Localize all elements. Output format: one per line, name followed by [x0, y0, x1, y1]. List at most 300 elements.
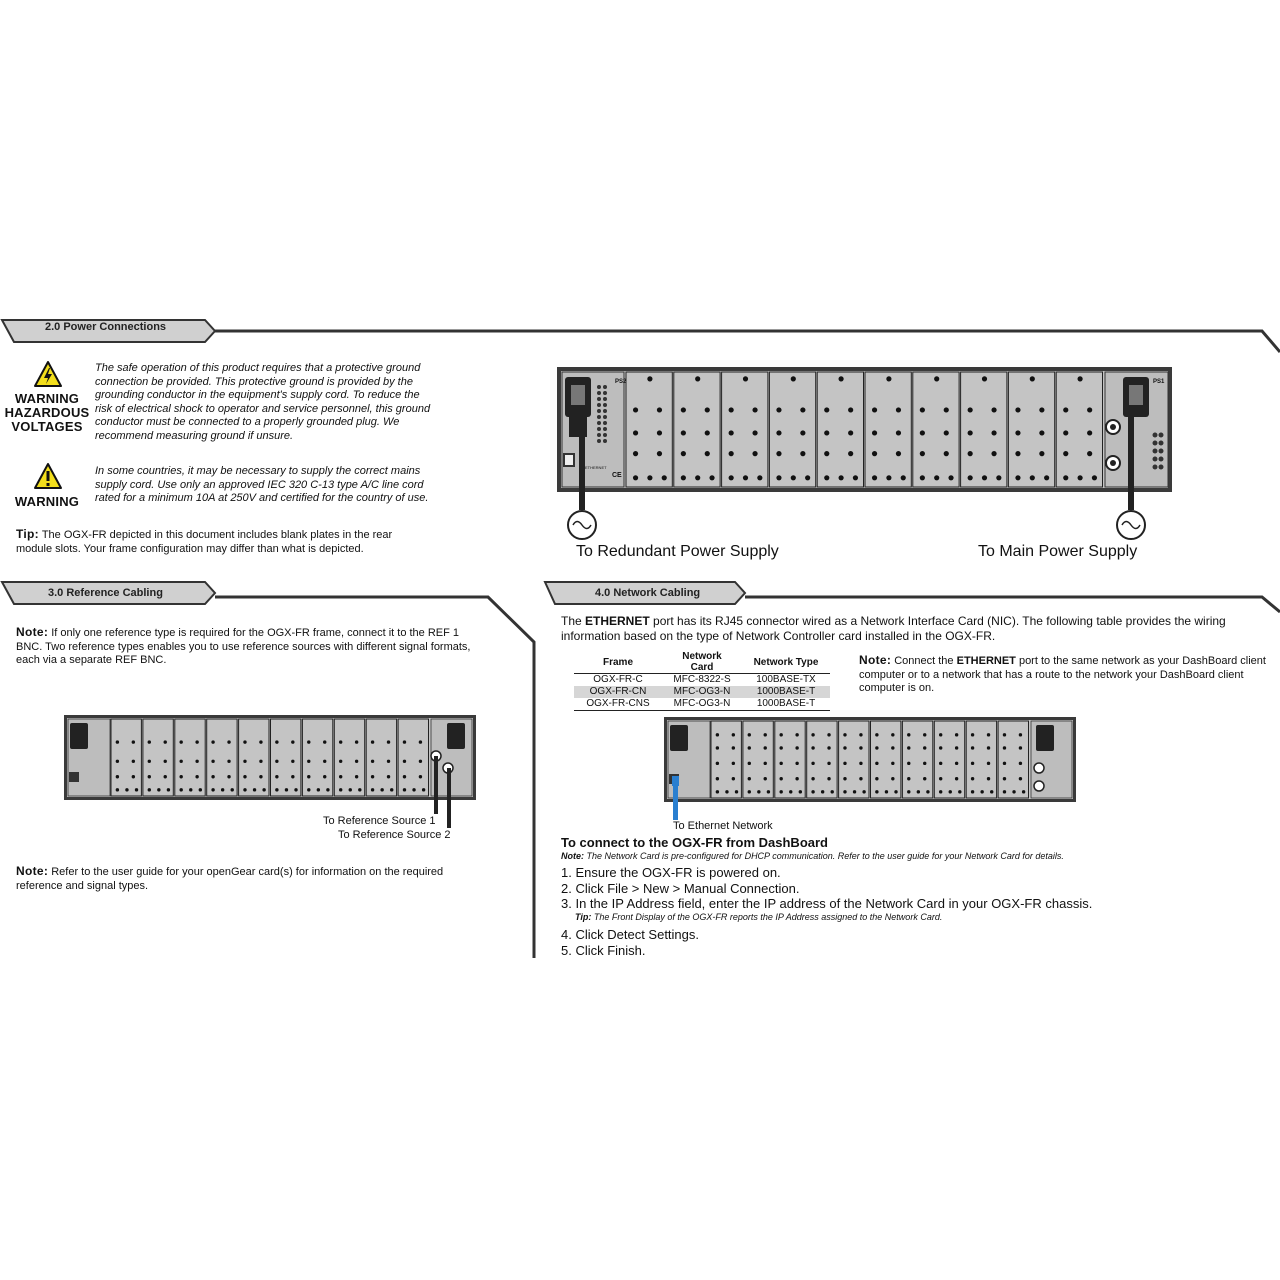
slot-screw-hole: [748, 777, 751, 780]
slot-screw-hole: [419, 775, 422, 778]
slot-screw-hole: [955, 777, 958, 780]
list-item: 3. In the IP Address field, enter the IP address of the Network Card in your OGX-FR chassis.: [561, 896, 1093, 911]
slot-screw-hole: [811, 746, 814, 749]
slot-screw-hole: [795, 777, 798, 780]
slot-screw-hole: [920, 451, 925, 456]
slot-screw-hole: [886, 475, 891, 480]
slot-screw-hole: [1030, 475, 1035, 480]
slot-screw-hole: [757, 475, 762, 480]
slot-screw-hole: [179, 775, 182, 778]
slot-screw-hole: [339, 740, 342, 743]
slot-screw-hole: [387, 740, 390, 743]
slot-screw-hole: [949, 790, 952, 793]
slot-screw-hole: [971, 746, 974, 749]
module-slot: [626, 372, 672, 487]
slot-screw-hole: [116, 740, 119, 743]
slot-screw-hole: [752, 407, 757, 412]
slot-screw-hole: [1039, 451, 1044, 456]
slot-screw-hole: [291, 760, 294, 763]
slot-screw-hole: [811, 777, 814, 780]
slot-screw-hole: [135, 788, 138, 791]
slot-screw-hole: [132, 740, 135, 743]
slot-screw-hole: [779, 777, 782, 780]
slot-screw-hole: [891, 762, 894, 765]
table-row: OGX-FR-CN MFC-OG3-N 1000BASE-T: [574, 686, 830, 698]
slot-screw-hole: [355, 760, 358, 763]
slot-screw-hole: [767, 790, 770, 793]
module-slot: [934, 721, 964, 798]
slot-screw-hole: [839, 376, 844, 381]
slot-screw-hole: [862, 790, 865, 793]
slot-screw-hole: [827, 762, 830, 765]
slot-screw-hole: [148, 740, 151, 743]
slot-screw-hole: [243, 740, 246, 743]
module-slot: [743, 721, 773, 798]
slot-screw-hole: [764, 762, 767, 765]
slot-screw-hole: [732, 746, 735, 749]
slot-screw-hole: [872, 475, 877, 480]
slot-screw-hole: [403, 788, 406, 791]
slot-screw-hole: [633, 451, 638, 456]
slot-screw-hole: [291, 775, 294, 778]
slot-screw-hole: [800, 430, 805, 435]
slot-screw-hole: [716, 790, 719, 793]
slot-screw-hole: [853, 475, 858, 480]
slot-screw-hole: [907, 733, 910, 736]
slot-screw-hole: [1003, 733, 1006, 736]
slot-screw-hole: [779, 746, 782, 749]
slot-screw-hole: [285, 788, 288, 791]
slot-screw-hole: [987, 777, 990, 780]
network-frame-diagram: [663, 716, 1078, 821]
caption-redundant-power: To Redundant Power Supply: [576, 543, 779, 560]
slot-screw-hole: [275, 740, 278, 743]
slot-screw-hole: [991, 407, 996, 412]
slot-screw-hole: [199, 788, 202, 791]
network-note: Note: Connect the ETHERNET port to the same network as your DashBoard client computer or to a network that has a route to the network your DashBoard client computer is on.: [859, 653, 1266, 695]
slot-screw-hole: [1030, 376, 1035, 381]
svg-text:PS1: PS1: [1153, 379, 1165, 385]
slot-screw-hole: [848, 407, 853, 412]
slot-screw-hole: [1003, 762, 1006, 765]
slot-screw-hole: [231, 788, 234, 791]
slot-screw-hole: [387, 760, 390, 763]
slot-screw-hole: [1078, 475, 1083, 480]
slot-screw-hole: [776, 407, 781, 412]
module-slot: [817, 372, 863, 487]
slot-screw-hole: [824, 407, 829, 412]
list-item: 1. Ensure the OGX-FR is powered on.: [561, 865, 781, 880]
slot-screw-hole: [164, 740, 167, 743]
slot-screw-hole: [729, 475, 734, 480]
slot-screw-hole: [923, 733, 926, 736]
list-item: 4. Click Detect Settings.: [561, 927, 699, 942]
slot-screw-hole: [716, 746, 719, 749]
slot-screw-hole: [179, 740, 182, 743]
module-slot: [807, 721, 837, 798]
slot-screw-hole: [968, 475, 973, 480]
slot-screw-hole: [695, 376, 700, 381]
slot-screw-hole: [1087, 407, 1092, 412]
slot-screw-hole: [752, 451, 757, 456]
slot-screw-hole: [633, 430, 638, 435]
slot-screw-hole: [839, 475, 844, 480]
table-row: OGX-FR-C MFC-8322-S 100BASE-TX: [593, 674, 816, 685]
slot-screw-hole: [148, 775, 151, 778]
slot-screw-hole: [789, 790, 792, 793]
slot-screw-hole: [920, 407, 925, 412]
module-slot: [111, 719, 141, 796]
slot-screw-hole: [647, 475, 652, 480]
slot-screw-hole: [227, 775, 230, 778]
slot-screw-hole: [1092, 475, 1097, 480]
slot-screw-hole: [735, 790, 738, 793]
slot-screw-hole: [779, 733, 782, 736]
slot-screw-hole: [243, 775, 246, 778]
slot-screw-hole: [907, 790, 910, 793]
slot-screw-hole: [958, 790, 961, 793]
slot-screw-hole: [419, 740, 422, 743]
slot-screw-hole: [795, 762, 798, 765]
slot-screw-hole: [764, 746, 767, 749]
slot-screw-hole: [971, 733, 974, 736]
slot-screw-hole: [987, 746, 990, 749]
slot-screw-hole: [275, 788, 278, 791]
slot-screw-hole: [167, 788, 170, 791]
caption-ref-source-1: To Reference Source 1: [323, 815, 436, 827]
slot-screw-hole: [821, 790, 824, 793]
slot-screw-hole: [681, 475, 686, 480]
slot-screw-hole: [907, 777, 910, 780]
slot-screw-hole: [262, 788, 265, 791]
slot-screw-hole: [1022, 790, 1025, 793]
module-slot: [239, 719, 269, 796]
module-slot: [175, 719, 205, 796]
slot-screw-hole: [827, 777, 830, 780]
caption-main-power: To Main Power Supply: [978, 543, 1138, 560]
slot-screw-hole: [657, 451, 662, 456]
slot-screw-hole: [1003, 777, 1006, 780]
slot-screw-hole: [859, 746, 862, 749]
slot-screw-hole: [657, 430, 662, 435]
slot-screw-hole: [968, 430, 973, 435]
svg-text:CE: CE: [612, 472, 622, 479]
power-frame-diagram: [555, 365, 1175, 545]
slot-screw-hole: [886, 376, 891, 381]
slot-screw-hole: [875, 762, 878, 765]
warning-text-hazardous: The safe operation of this product requires that a protective ground connection be provided. This protective ground is provided by the grounding conductor in the equipment's supply cord. To reduce the risk of electrical shock to operator and service personnel, this ground conductor must be connected to a properly grounded plug. We recommend measuring ground if unsure.: [95, 362, 431, 442]
slot-screw-hole: [875, 777, 878, 780]
slot-screw-hole: [944, 430, 949, 435]
slot-screw-hole: [896, 430, 901, 435]
slot-screw-hole: [811, 762, 814, 765]
slot-screw-hole: [732, 762, 735, 765]
slot-screw-hole: [875, 790, 878, 793]
slot-screw-hole: [757, 790, 760, 793]
slot-screw-hole: [891, 733, 894, 736]
slot-screw-hole: [764, 733, 767, 736]
slot-screw-hole: [955, 762, 958, 765]
slot-screw-hole: [681, 430, 686, 435]
slot-screw-hole: [1019, 777, 1022, 780]
slot-screw-hole: [824, 430, 829, 435]
warning-text-general: In some countries, it may be necessary to supply the correct mains supply cord. Use only an approved IEC 320 C-13 type A/C line cord rated for a minimum 10A at 250V and certified for the country of use.: [95, 465, 429, 505]
slot-screw-hole: [221, 788, 224, 791]
slot-screw-hole: [729, 407, 734, 412]
slot-screw-hole: [901, 475, 906, 480]
slot-screw-hole: [349, 788, 352, 791]
slot-screw-hole: [891, 777, 894, 780]
slot-screw-hole: [896, 407, 901, 412]
slot-screw-hole: [743, 376, 748, 381]
slot-screw-hole: [752, 430, 757, 435]
slot-screw-hole: [934, 376, 939, 381]
svg-text:ETHERNET: ETHERNET: [585, 465, 607, 470]
slot-screw-hole: [859, 777, 862, 780]
slot-screw-hole: [275, 775, 278, 778]
slot-screw-hole: [729, 430, 734, 435]
slot-screw-hole: [991, 451, 996, 456]
slot-screw-hole: [116, 788, 119, 791]
module-slot: [722, 372, 768, 487]
slot-screw-hole: [633, 475, 638, 480]
slot-screw-hole: [387, 775, 390, 778]
slot-screw-hole: [716, 733, 719, 736]
slot-screw-hole: [779, 762, 782, 765]
slot-screw-hole: [259, 740, 262, 743]
slot-screw-hole: [859, 733, 862, 736]
slot-screw-hole: [896, 451, 901, 456]
slot-screw-hole: [934, 475, 939, 480]
slot-screw-hole: [1063, 451, 1068, 456]
power-tip: Tip: The OGX-FR depicted in this document includes blank plates in the rear module slots. Your frame configuration may differ than what is depicted.: [16, 527, 393, 555]
slot-screw-hole: [980, 790, 983, 793]
slot-screw-hole: [872, 451, 877, 456]
slot-screw-hole: [939, 762, 942, 765]
slot-screw-hole: [805, 475, 810, 480]
network-intro: The ETHERNET port has its RJ45 connector wired as a Network Interface Card (NIC). The following table provides the wiring information based on the type of Network Controller card installed in the OGX-FR.: [561, 614, 1226, 643]
slot-screw-hole: [179, 788, 182, 791]
slot-screw-hole: [907, 762, 910, 765]
slot-screw-hole: [859, 762, 862, 765]
module-slot: [902, 721, 932, 798]
slot-screw-hole: [843, 733, 846, 736]
slot-screw-hole: [968, 451, 973, 456]
slot-screw-hole: [705, 451, 710, 456]
slot-screw-hole: [955, 733, 958, 736]
slot-screw-hole: [1003, 790, 1006, 793]
slot-screw-hole: [371, 775, 374, 778]
network-table-wrap: [574, 651, 830, 711]
slot-screw-hole: [987, 762, 990, 765]
module-slot: [1008, 372, 1054, 487]
slot-screw-hole: [326, 788, 329, 791]
slot-screw-hole: [971, 777, 974, 780]
slot-screw-hole: [307, 760, 310, 763]
slot-screw-hole: [211, 775, 214, 778]
slot-screw-hole: [996, 475, 1001, 480]
module-slot: [207, 719, 237, 796]
slot-screw-hole: [791, 475, 796, 480]
slot-screw-hole: [944, 451, 949, 456]
slot-screw-hole: [412, 788, 415, 791]
slot-screw-hole: [799, 790, 802, 793]
slot-screw-hole: [227, 760, 230, 763]
connect-note: Note: The Network Card is pre-configured for DHCP communication. Refer to the user guide for your Network Card for details.: [561, 851, 1064, 861]
slot-screw-hole: [776, 430, 781, 435]
slot-screw-hole: [725, 790, 728, 793]
warning-label-general: WARNING: [14, 494, 80, 509]
slot-screw-hole: [1039, 407, 1044, 412]
slot-screw-hole: [1003, 746, 1006, 749]
slot-screw-hole: [1063, 407, 1068, 412]
slot-screw-hole: [132, 775, 135, 778]
section-title-network: 4.0 Network Cabling: [595, 587, 701, 599]
table-row: OGX-FR-CNS MFC-OG3-N 1000BASE-T: [574, 698, 830, 711]
reference-note: Note: If only one reference type is required for the OGX-FR frame, connect it to the REF 1 BNC. Two reference types enables you to use reference sources with different signal formats, each via a separate REF BNC.: [16, 625, 471, 667]
slot-screw-hole: [681, 451, 686, 456]
slot-screw-hole: [853, 790, 856, 793]
slot-screw-hole: [179, 760, 182, 763]
section-title-reference: 3.0 Reference Cabling: [48, 587, 163, 599]
slot-screw-hole: [1015, 475, 1020, 480]
slot-screw-hole: [1019, 746, 1022, 749]
slot-screw-hole: [681, 407, 686, 412]
connect-steps-2: [561, 927, 699, 958]
table-header: Network Card: [682, 651, 722, 673]
slot-screw-hole: [811, 733, 814, 736]
slot-screw-hole: [923, 777, 926, 780]
network-card-table: [574, 651, 830, 711]
slot-screw-hole: [259, 760, 262, 763]
slot-screw-hole: [705, 430, 710, 435]
warning-label-hazardous: WARNING HAZARDOUS VOLTAGES: [4, 391, 90, 434]
module-slot: [334, 719, 364, 796]
slot-screw-hole: [1039, 430, 1044, 435]
slot-screw-hole: [355, 775, 358, 778]
section-title-power: 2.0 Power Connections: [45, 321, 167, 333]
slot-screw-hole: [827, 733, 830, 736]
slot-screw-hole: [732, 777, 735, 780]
slot-screw-hole: [647, 376, 652, 381]
slot-screw-hole: [891, 746, 894, 749]
slot-screw-hole: [939, 790, 942, 793]
slot-screw-hole: [729, 451, 734, 456]
slot-screw-hole: [795, 733, 798, 736]
slot-screw-hole: [390, 788, 393, 791]
slot-screw-hole: [253, 788, 256, 791]
slot-screw-hole: [275, 760, 278, 763]
module-slot: [775, 721, 805, 798]
slot-screw-hole: [811, 790, 814, 793]
slot-screw-hole: [195, 740, 198, 743]
slot-screw-hole: [955, 746, 958, 749]
step-tip: Tip: The Front Display of the OGX-FR reports the IP Address assigned to the Network Card.: [575, 912, 943, 922]
slot-screw-hole: [848, 430, 853, 435]
slot-screw-hole: [403, 760, 406, 763]
slot-screw-hole: [926, 790, 929, 793]
slot-screw-hole: [732, 733, 735, 736]
slot-screw-hole: [872, 430, 877, 435]
slot-screw-hole: [716, 762, 719, 765]
slot-screw-hole: [776, 475, 781, 480]
slot-screw-hole: [843, 777, 846, 780]
connect-heading: To connect to the OGX-FR from DashBoard: [561, 835, 828, 850]
module-slot: [271, 719, 301, 796]
slot-screw-hole: [1063, 475, 1068, 480]
slot-screw-hole: [307, 740, 310, 743]
slot-screw-hole: [939, 777, 942, 780]
caption-ethernet-network: To Ethernet Network: [673, 820, 773, 832]
slot-screw-hole: [1015, 451, 1020, 456]
slot-screw-hole: [920, 475, 925, 480]
slot-screw-hole: [358, 788, 361, 791]
slot-screw-hole: [776, 451, 781, 456]
slot-screw-hole: [307, 788, 310, 791]
slot-screw-hole: [355, 740, 358, 743]
slot-screw-hole: [991, 430, 996, 435]
slot-screw-hole: [824, 451, 829, 456]
slot-screw-hole: [227, 740, 230, 743]
slot-screw-hole: [800, 451, 805, 456]
slot-screw-hole: [371, 740, 374, 743]
slot-screw-hole: [371, 788, 374, 791]
slot-screw-hole: [291, 740, 294, 743]
module-slot: [865, 372, 911, 487]
slot-screw-hole: [831, 790, 834, 793]
slot-screw-hole: [116, 760, 119, 763]
slot-screw-hole: [875, 746, 878, 749]
slot-screw-hole: [116, 775, 119, 778]
divider-power: [215, 331, 1280, 352]
module-slot: [769, 372, 815, 487]
slot-screw-hole: [157, 788, 160, 791]
slot-screw-hole: [795, 746, 798, 749]
slot-screw-hole: [633, 407, 638, 412]
table-header: Frame: [602, 656, 633, 668]
slot-screw-hole: [948, 475, 953, 480]
slot-screw-hole: [662, 475, 667, 480]
slot-screw-hole: [779, 790, 782, 793]
slot-screw-hole: [827, 746, 830, 749]
slot-screw-hole: [971, 790, 974, 793]
slot-screw-hole: [164, 760, 167, 763]
slot-screw-hole: [211, 740, 214, 743]
slot-screw-hole: [968, 407, 973, 412]
slot-screw-hole: [982, 376, 987, 381]
slot-screw-hole: [695, 475, 700, 480]
slot-screw-hole: [1063, 430, 1068, 435]
slot-screw-hole: [164, 775, 167, 778]
slot-screw-hole: [709, 475, 714, 480]
module-slot: [143, 719, 173, 796]
slot-screw-hole: [243, 788, 246, 791]
slot-screw-hole: [923, 762, 926, 765]
slot-screw-hole: [403, 775, 406, 778]
slot-screw-hole: [800, 407, 805, 412]
reference-note-2: Note: Refer to the user guide for your openGear card(s) for information on the required reference and signal types.: [16, 864, 444, 892]
slot-screw-hole: [748, 746, 751, 749]
slot-screw-hole: [875, 733, 878, 736]
slot-screw-hole: [380, 788, 383, 791]
slot-screw-hole: [743, 475, 748, 480]
slot-screw-hole: [403, 740, 406, 743]
slot-screw-hole: [843, 762, 846, 765]
slot-screw-hole: [987, 733, 990, 736]
slot-screw-hole: [1019, 733, 1022, 736]
slot-screw-hole: [764, 777, 767, 780]
module-slot: [871, 721, 901, 798]
